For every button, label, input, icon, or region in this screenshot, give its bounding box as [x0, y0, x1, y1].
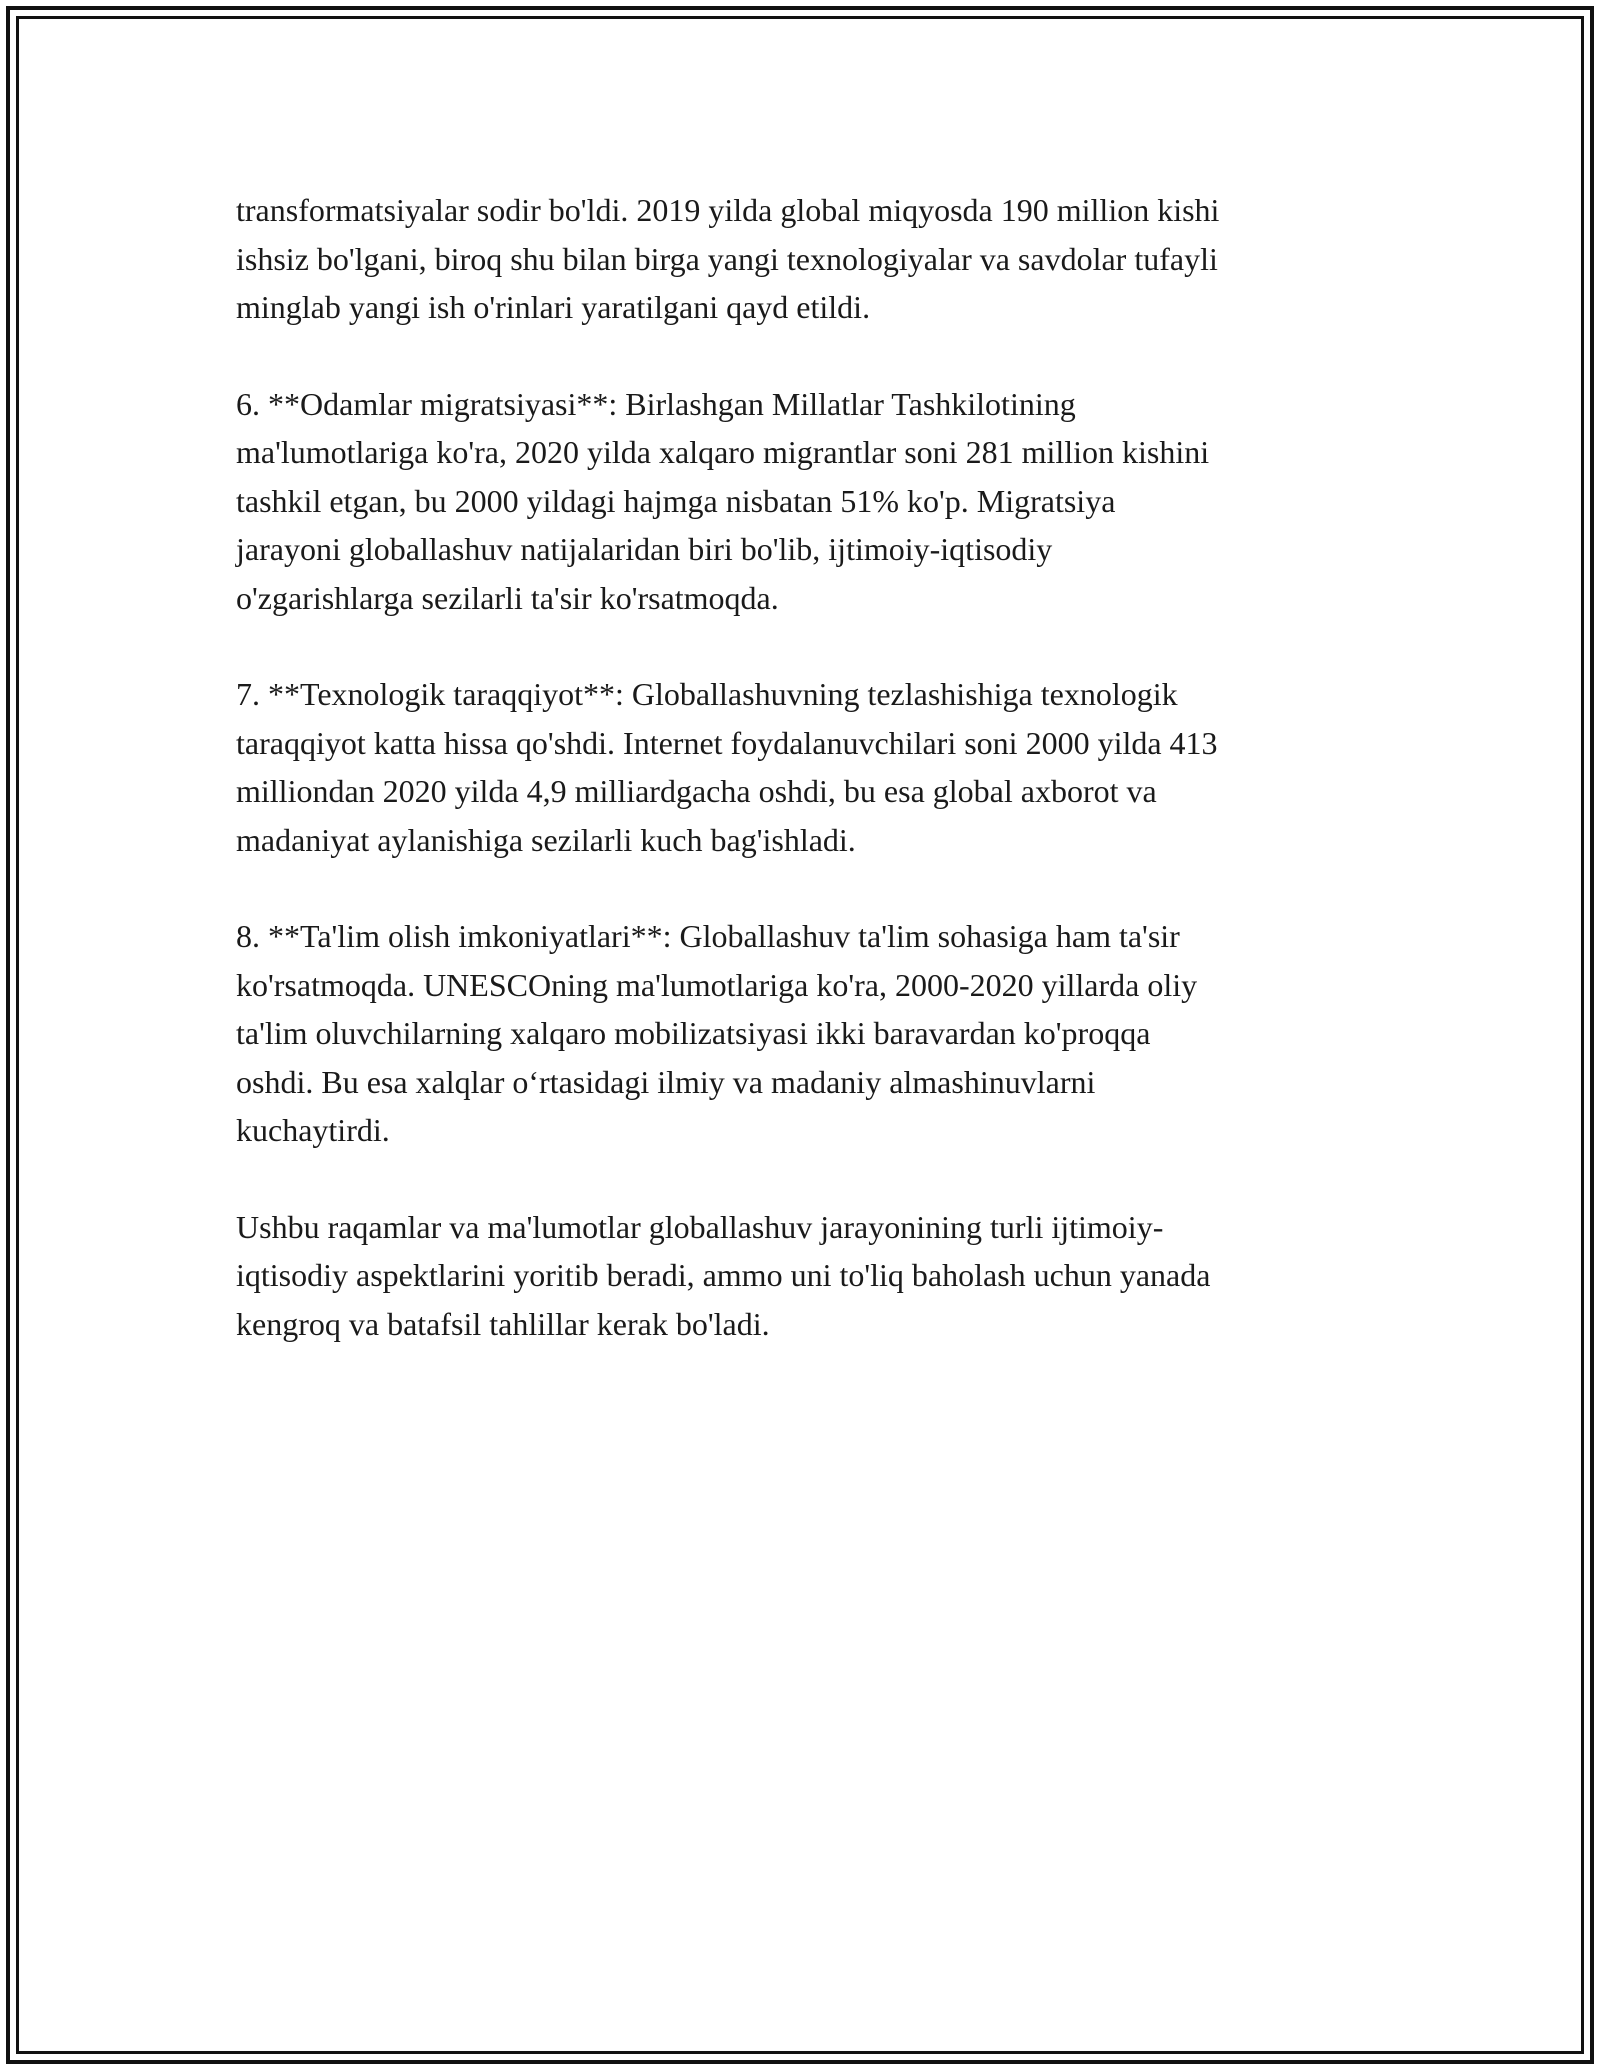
paragraph-conclusion: Ushbu raqamlar va ma'lumotlar globallashuv jarayonining turli ijtimoiy- iqtisodiy aspektlarini yoritib beradi, ammo uni to'liq baholash uchun yanada kengroq va batafsil tahlillar kerak bo'ladi. — [236, 1208, 1211, 1342]
document-body — [236, 186, 1366, 1396]
paragraph-migration: 6. **Odamlar migratsiyasi**: Birlashgan Millatlar Tashkilotining ma'lumotlariga ko'ra, 2020 yilda xalqaro migrantlar soni 281 million kishini tashkil etgan, bu 2000 yildagi hajmga nisbatan 51% ko'p. Migratsiya jarayoni globallashuv natijalaridan biri bo'lib, ijtimoiy-iqtisodiy o'zgarishlarga sezilarli ta'sir ko'rsatmoqda. — [236, 385, 1210, 616]
paragraph-education: 8. **Ta'lim olish imkoniyatlari**: Globallashuv ta'lim sohasiga ham ta'sir ko'rsatmoqda. UNESCOning ma'lumotlariga ko'ra, 2000-2020 yillarda oliy ta'lim oluvchilarning xalqaro mobilizatsiyasi ikki baravardan ko'proqqa oshdi. Bu esa xalqlar o‘rtasidagi ilmiy va madaniy almashinuvlarni kuchaytirdi. — [236, 918, 1198, 1148]
paragraph-technology: 7. **Texnologik taraqqiyot**: Globallashuvning tezlashishiga texnologik taraqqiyot katta hissa qo'shdi. Internet foydalanuvchilari soni 2000 yilda 413 milliondan 2020 yilda 4,9 milliardgacha oshdi, bu esa global axborot va madaniyat aylanishiga sezilarli kuch bag'ishladi. — [236, 676, 1218, 858]
paragraph-transformations: transformatsiyalar sodir bo'ldi. 2019 yilda global miqyosda 190 million kishi ishsiz bo'lgani, biroq shu bilan birga yangi texnologiyalar va savdolar tufayli minglab yangi ish o'rinlari yaratilgani qayd etildi. — [236, 192, 1220, 325]
